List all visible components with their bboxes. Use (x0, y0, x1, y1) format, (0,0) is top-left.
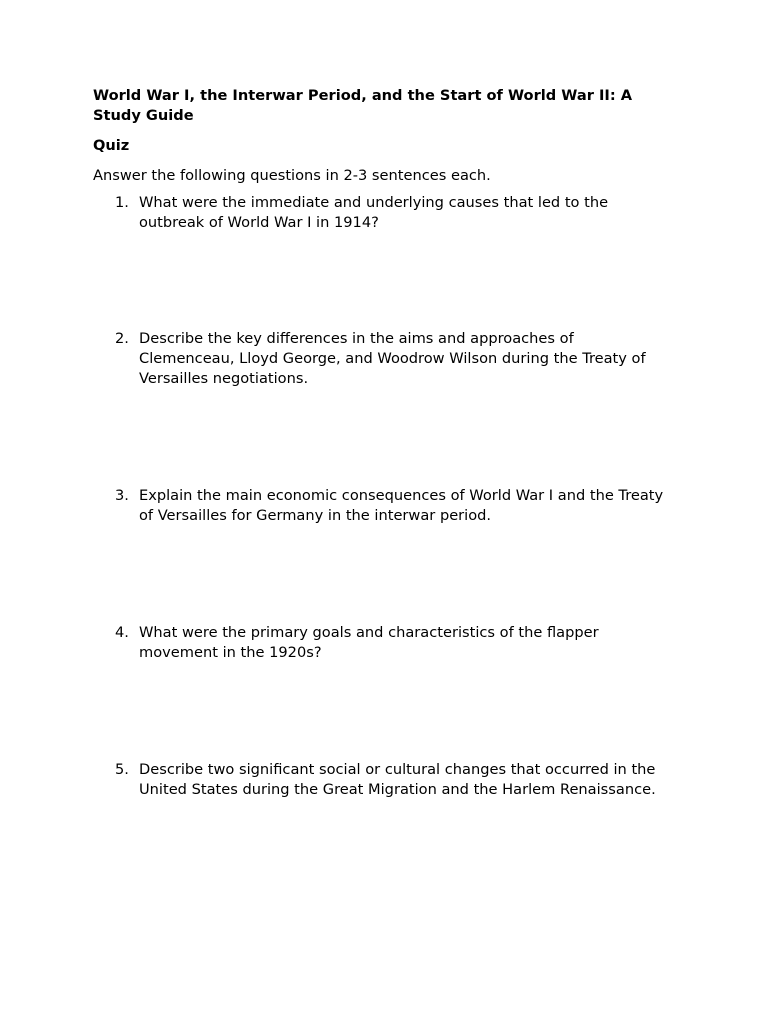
question-number: 5. (115, 761, 129, 778)
quiz-instructions: Answer the following questions in 2-3 sentences each. (93, 167, 491, 184)
question-item (93, 623, 683, 663)
question-item (93, 760, 683, 800)
question-number: 1. (115, 194, 129, 211)
question-number: 2. (115, 330, 129, 347)
question-text: What were the primary goals and characteristics of the flapper movement in the 1920s? (139, 624, 599, 661)
question-text: What were the immediate and underlying causes that led to the outbreak of World War I in 1914? (139, 194, 609, 231)
quiz-heading: Quiz (93, 137, 130, 154)
question-item (93, 329, 683, 389)
question-text: Explain the main economic consequences of World War I and the Treaty of Versailles for Germany in the interwar period. (139, 487, 664, 524)
question-item (93, 193, 683, 233)
question-text: Describe the key differences in the aims and approaches of Clemenceau, Lloyd George, and Woodrow Wilson during the Treaty of Versailles negotiations. (139, 330, 646, 387)
document-page (93, 86, 683, 798)
question-number: 4. (115, 624, 129, 641)
document-title: World War I, the Interwar Period, and the Start of World War II: A Study Guide (93, 87, 633, 124)
question-text: Describe two significant social or cultural changes that occurred in the United States during the Great Migration and the Harlem Renaissance. (139, 761, 656, 798)
question-number: 3. (115, 487, 129, 504)
question-item (93, 486, 683, 526)
